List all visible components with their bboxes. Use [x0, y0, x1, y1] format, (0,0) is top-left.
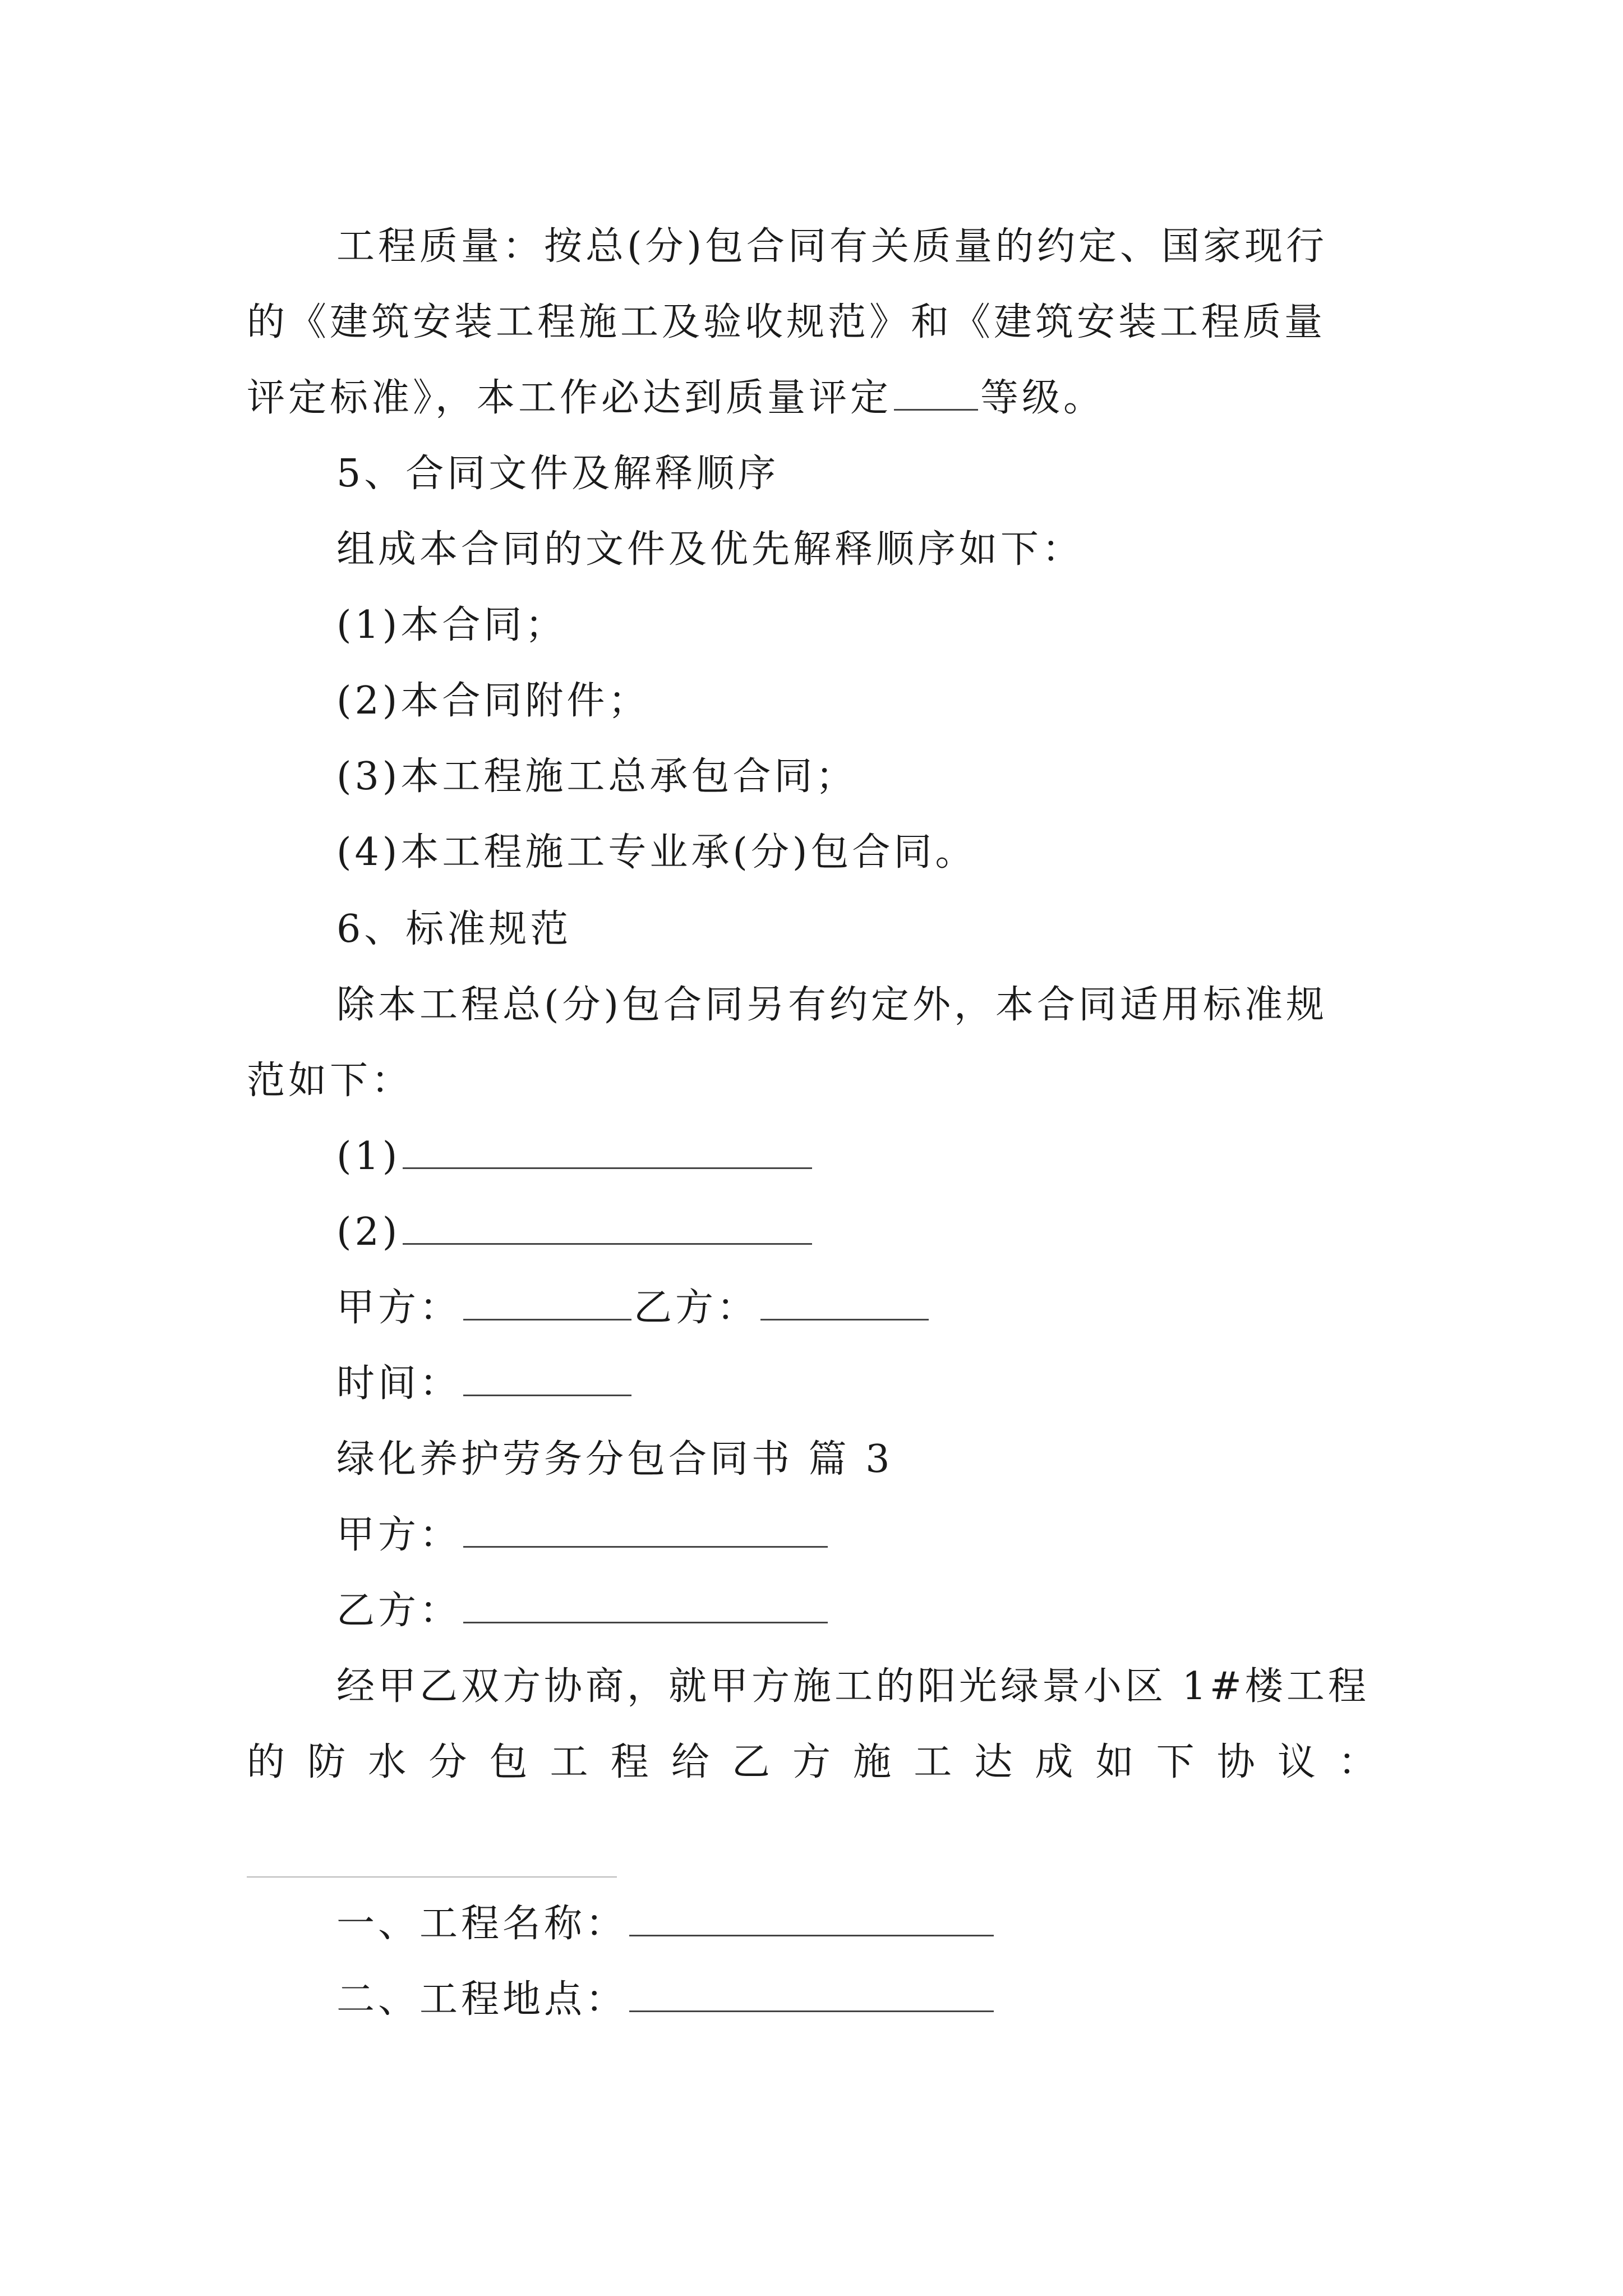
part3-party-b-blank: [463, 1587, 828, 1623]
quality-line-2: 的《建筑安装工程施工及验收规范》和《建筑安装工程质量: [247, 300, 1326, 344]
part3-item-2-blank: [629, 1976, 994, 2012]
section5-heading: 5、合同文件及解释顺序: [336, 452, 780, 496]
quality-line-3-text: 评定标准》，本工作必达到质量评定: [247, 376, 892, 420]
part3-item-2-label: 二、工程地点：: [336, 1977, 628, 2022]
signature-time-blank: [463, 1360, 631, 1396]
section6-heading: 6、标准规范: [336, 907, 572, 951]
part3-item-1-blank: [629, 1900, 994, 1936]
part3-party-a-blank: [463, 1511, 828, 1548]
section6-item-1-blank: [403, 1133, 812, 1169]
part3-intro-line-1: 经甲乙双方协商，就甲方施工的阳光绿景小区 1#楼工程: [336, 1664, 1370, 1709]
signature-parties: [336, 1283, 1380, 1333]
section6-item-1: [336, 1131, 1380, 1182]
section6-item-1-label: (1): [336, 1134, 401, 1179]
quality-line-3: [247, 373, 1380, 424]
signature-party-b-label: 乙方：: [634, 1286, 759, 1330]
part3-party-a: [336, 1510, 1380, 1561]
part3-party-a-label: 甲方：: [336, 1513, 462, 1557]
section5-item-1: (1)本合同；: [336, 603, 567, 647]
section6-intro-line-2: 范如下：: [247, 1059, 413, 1103]
section5-item-3: (3)本工程施工总承包合同；: [336, 754, 857, 799]
part3-item-1: [336, 1899, 1380, 1949]
part3-item-2: [336, 1975, 1380, 2025]
part3-intro-line-2: 的防水分包工程给乙方施工达成如下协议：: [247, 1740, 1380, 1784]
signature-time-label: 时间：: [336, 1361, 462, 1406]
section5-item-4: (4)本工程施工专业承(分)包合同。: [336, 830, 977, 875]
section5-item-2: (2)本合同附件；: [336, 679, 650, 723]
section5-intro: 组成本合同的文件及优先解释顺序如下：: [336, 527, 1084, 572]
section6-item-2-blank: [403, 1208, 812, 1245]
signature-party-a-label: 甲方：: [336, 1286, 462, 1330]
quality-grade-blank: [894, 374, 978, 411]
quality-line-3-suffix: 等级。: [980, 376, 1105, 420]
part3-party-b-label: 乙方：: [336, 1589, 462, 1633]
section6-item-2: [336, 1207, 1380, 1258]
section6-intro-line-1: 除本工程总(分)包合同另有约定外，本合同适用标准规: [336, 983, 1328, 1027]
part3-party-b: [336, 1586, 1380, 1636]
section6-item-2-label: (2): [336, 1210, 401, 1254]
part3-item-1-label: 一、工程名称：: [336, 1902, 628, 1946]
footnote-divider: [247, 1876, 617, 1878]
signature-party-b-blank: [760, 1284, 929, 1320]
part3-title: 绿化养护劳务分包合同书 篇 3: [336, 1437, 893, 1481]
quality-line-1: 工程质量：按总(分)包合同有关质量的约定、国家现行: [336, 224, 1328, 269]
signature-party-a-blank: [463, 1284, 631, 1320]
signature-time: [336, 1359, 1380, 1409]
